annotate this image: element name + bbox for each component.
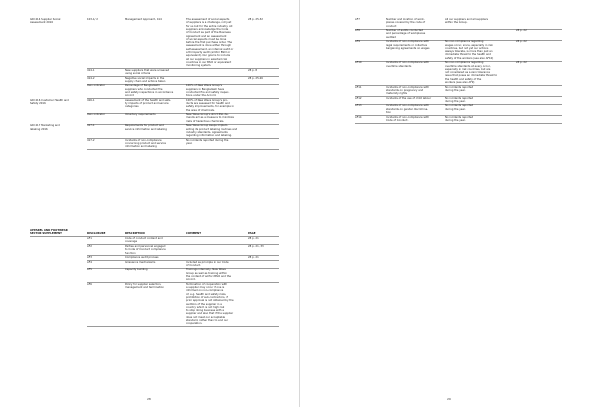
comment-cell: safety improvements, for example in <box>186 105 234 109</box>
description-cell: Incidents of non-compliance with <box>386 104 429 108</box>
section-title: APPAREL AND FOOTWEAR <box>30 229 68 232</box>
comment-cell: of Conduct as part of the Business <box>186 31 231 35</box>
row-divider <box>87 282 279 283</box>
comment-cell: Termination of cooperation with <box>186 282 228 286</box>
comment-cell: workers (see also AF9) <box>445 81 475 84</box>
comment-cell: not considered as a zero tolerance <box>445 71 490 75</box>
disclosure-cell: 103-1/ 2 <box>87 18 98 21</box>
comment-cell: No incidents reported <box>445 115 474 119</box>
comment-cell: during the year. <box>445 88 466 92</box>
comment-cell: prohibition of sub-contractors, if <box>186 295 228 299</box>
comment-cell: All our suppliers and all suppliers <box>445 18 489 21</box>
comment-cell: New Wave Group's strict RSL de- <box>186 113 229 117</box>
comment-cell: tions under the Accord. <box>186 94 217 98</box>
comment-cell: always tolerate, is more than just an <box>445 50 493 54</box>
comment-cell: immediate threat to the health and <box>445 53 491 57</box>
description-cell: legal requirements or collective <box>386 43 428 47</box>
description-cell: to Code of Conduct compliance <box>125 248 166 252</box>
comment-cell: No non-compliance regarding <box>445 61 484 65</box>
description-cell: Assessment of the health and safe- <box>125 98 171 102</box>
right-page <box>300 0 600 407</box>
comment-cell: The assessment of social aspects <box>186 18 230 21</box>
row-divider <box>87 326 279 327</box>
disclosure-cell: 416-1 <box>87 98 95 102</box>
standard-cell: GRI 414 Supplier Social <box>30 18 61 21</box>
comment-cell: safety of the workers (see also AF10) <box>445 56 494 60</box>
comment-cell: Included as principle in our Code <box>186 260 229 264</box>
disclosure-cell: AF6 <box>87 282 92 286</box>
description-cell: using social criteria <box>125 72 151 75</box>
disclosure-cell: AF10 <box>355 61 362 65</box>
disclosure-cell: AF4 <box>87 260 92 264</box>
page-cell: 28 p. 22 <box>516 61 527 65</box>
disclosure-cell: 414-2 <box>87 76 95 80</box>
description-cell: maternity rights <box>386 92 407 96</box>
description-cell: audited <box>386 35 396 39</box>
comment-cell: countries, but not yet our actions <box>445 46 489 50</box>
description-cell: function <box>125 251 136 255</box>
disclosure-cell: 417-1 <box>87 124 95 128</box>
description-cell: Compliance audit process <box>125 256 159 259</box>
column-header-comment: COMMENT <box>186 232 201 236</box>
comment-cell: the health and safety of the <box>445 77 482 81</box>
description-cell: Incidents of non-compliance <box>125 138 162 142</box>
description-cell: Requirements for product and <box>125 124 164 128</box>
column-header-disclosure: DISCLOSURE <box>87 232 106 236</box>
comment-cell: assessment is done either through <box>186 44 232 48</box>
column-header-page: PAGE <box>248 232 256 236</box>
disclosure-cell: 417-2 <box>87 138 95 142</box>
comment-cell: to stop doing business with a <box>186 309 224 313</box>
comment-cell: ducts are assessed for health and <box>186 102 230 105</box>
comment-cell: No non-compliance regarding <box>445 40 484 44</box>
description-cell: tion <box>386 111 391 114</box>
standard-cell: Assessment 2016 <box>30 21 53 25</box>
description-cell: information and labeling <box>125 145 157 149</box>
comment-cell: overtime standards at every occur, <box>445 64 491 68</box>
description-cell: bargaining agreements on wages <box>386 46 430 50</box>
disclosure-cell: AF3 <box>87 256 92 259</box>
comment-cell: year. <box>186 141 193 145</box>
description-cell: concerning product and service <box>125 141 166 145</box>
comment-cell: the area of chemicals. <box>186 108 215 112</box>
page-cell: 28 p. 22 <box>516 40 527 44</box>
description-cell: Capacity building <box>125 268 148 272</box>
disclosure-cell: AF9 <box>355 40 360 44</box>
description-cell: Incidents of the use of child labour <box>386 96 432 100</box>
comment-cell: of, e.g. health and safety risks, <box>186 292 227 296</box>
standard-cell: GRI 417 Marketing and <box>30 124 60 128</box>
comment-cell: prior approval is not obtained by the <box>186 299 234 303</box>
comment-cell: No incidents reported during the <box>186 138 229 142</box>
comment-cell: No incidents reported <box>445 85 474 89</box>
comment-cell: of social aspects must be done <box>186 37 227 41</box>
comment-cell: a third-party audit (amfori BSCI or <box>186 51 231 54</box>
comment-cell: standard, rather than to end our <box>186 319 229 322</box>
disclosure-cell: AF14 <box>355 115 362 119</box>
comment-cell: regarding information and labeling. <box>186 134 232 138</box>
description-cell: Number of audits conducted <box>386 29 423 33</box>
description-cell: coverage <box>125 240 138 244</box>
description-cell: Management Approach, 414 <box>125 18 162 21</box>
comment-cell: the context of amfori BSCI and the <box>186 274 231 278</box>
disclosure-cell: Own indicator <box>87 84 106 88</box>
description-cell: standards on pregnancy and <box>386 88 424 92</box>
comment-cell: Group as well as training within <box>186 271 227 275</box>
description-cell: Negative social impacts in the <box>125 76 165 80</box>
comment-cell: monitoring system. <box>186 64 212 68</box>
description-cell: supply chain and actions taken <box>125 79 166 83</box>
description-cell: Parties and personnel engaged <box>125 244 166 248</box>
description-cell: Code of conduct content and <box>125 237 163 241</box>
comment-cell: countries in our BSCI or equivalent <box>186 60 232 64</box>
disclosure-cell: AF5 <box>87 268 92 272</box>
comment-cell: does not meet our acceptable <box>186 315 226 319</box>
comment-cell: No incidents reported <box>445 104 474 108</box>
page-number-right: 29 <box>447 397 451 401</box>
disclosure-cell: AF7 <box>355 18 360 21</box>
description-cell: places covered by the code of <box>386 21 426 25</box>
description-cell: suppliers who conducted fire <box>125 87 163 91</box>
standard-cell: Safety 2016 <box>30 102 46 105</box>
row-divider <box>355 123 562 124</box>
description-cell: categories <box>125 105 139 109</box>
comment-cell: informed on non-compliance <box>186 289 224 293</box>
comment-cell: 100% of New Wave Group's pro- <box>186 98 229 102</box>
comment-cell: for us but for the entire industry. All <box>186 24 233 28</box>
comment-cell: especially in risk countries, but are <box>445 67 491 71</box>
description-cell: ty impacts of product and service <box>125 102 169 105</box>
description-cell: Incidents of non-compliance with <box>386 85 429 89</box>
description-cell: Incidents of non-compliance with <box>386 40 429 44</box>
disclosure-cell: AF1 <box>87 237 92 241</box>
disclosure-cell: 414-1 <box>87 68 95 72</box>
description-cell: Code of Conduct. <box>386 118 409 122</box>
comment-cell: supplier and also that if the supplier <box>186 312 234 316</box>
description-cell: and safety inspections in accordance <box>125 90 174 94</box>
comment-cell: suppliers in Bangladesh have <box>186 87 225 91</box>
description-cell: management and termination <box>125 286 164 289</box>
column-header-description: DESCRIPTION <box>125 232 145 236</box>
comment-cell: wages occur, since, especially in risk <box>445 43 493 47</box>
description-cell: overtime standards <box>386 64 412 68</box>
comment-cell: during the year. <box>445 107 466 111</box>
description-cell: Grievance mechanisms <box>125 260 156 264</box>
description-cell: Accord <box>125 94 134 98</box>
comment-cell: industry standards. Agreements <box>186 130 228 134</box>
comment-cell: Accord. <box>186 278 196 282</box>
page-cell: 28 p. 21, 33 <box>248 244 264 248</box>
disclosure-cell: AF11 <box>355 85 362 89</box>
page-cell: 28 p. 25-26 <box>248 76 263 80</box>
row-divider <box>87 260 279 261</box>
comment-cell: issue that poses an immediate threat to <box>445 74 498 78</box>
comment-cell: No incidents reported <box>445 96 474 100</box>
description-cell: Policy for supplier selection, <box>125 282 162 286</box>
comment-cell: during the year. <box>445 118 466 122</box>
description-cell: conduct <box>386 24 397 28</box>
comment-cell: self-assessment, an internal audit or <box>186 47 234 51</box>
standard-cell: labeling 2016 <box>30 127 48 131</box>
page-number-left: 28 <box>147 397 151 401</box>
comment-cell: suppliers acknowledge the Code <box>186 27 229 31</box>
page-cell: 28 p. 25-32 <box>248 18 263 21</box>
disclosure-cell: AF8 <box>355 29 360 33</box>
comment-cell: Trainings internally, New Wave <box>186 268 226 272</box>
page-cell: 28 p. 8 <box>248 68 258 72</box>
comment-cell: all our suppliers in selected risk <box>186 57 228 61</box>
description-cell: and percentage of workplaces <box>386 32 426 36</box>
comment-cell: during the year. <box>445 99 466 103</box>
disclosure-cell: AF13 <box>355 104 362 108</box>
description-cell: Percentage of Bangladeshi <box>125 84 160 88</box>
standard-cell: GRI 416 Customer Health and <box>30 98 69 102</box>
page-cell: 28 p. 22 <box>516 29 527 33</box>
comment-cell: New Wave Group keeps implem- <box>186 124 229 128</box>
page-cell: 28 p. 21 <box>248 237 259 241</box>
comment-cell: country which is not high risk <box>186 305 225 309</box>
comment-cell: Agreement and an assessment <box>186 34 227 38</box>
row-divider <box>87 138 279 139</box>
description-cell: Incidents of non-compliance with <box>386 115 429 119</box>
description-cell: Incidents of non-compliance with <box>386 61 429 65</box>
comment-cell: risks of hazardous chemicals. <box>186 119 225 123</box>
row-divider <box>87 149 279 150</box>
description-cell: service information and labeling <box>125 127 167 131</box>
row-divider <box>87 98 279 99</box>
comment-cell: 100% of New Wave Group's <box>186 84 222 88</box>
comment-cell: within the Group. <box>445 21 468 25</box>
description-cell: New suppliers that were screened <box>125 68 170 72</box>
section-title: SECTOR SUPPLEMENT <box>30 232 62 236</box>
comment-cell: before the first purchase order. The <box>186 41 233 45</box>
comment-cell: of suppliers is a challenge, not just <box>186 21 232 25</box>
comment-cell: enting its product labeling routines and <box>186 127 238 131</box>
description-cell: Number and location of work- <box>386 18 425 21</box>
disclosure-cell: Own indicator <box>87 113 106 117</box>
comment-cell: a supplier may occur if one is <box>186 286 225 289</box>
comment-cell: cooperation. <box>186 322 203 326</box>
description-cell: standards on gender discrimina- <box>386 107 429 111</box>
comment-cell: auditors of the supplier in a <box>186 302 222 306</box>
disclosure-cell: AF2 <box>87 244 92 248</box>
comment-cell: of Conduct. <box>186 263 201 267</box>
comment-cell: mands act as a measure to minimize <box>186 116 234 120</box>
comment-cell: conducted fire and safety inspec- <box>186 90 230 94</box>
page-cell: 28 p. 21 <box>248 256 259 259</box>
gri-index-table-right <box>300 0 600 407</box>
description-cell: Voluntary requirements <box>125 113 156 117</box>
disclosure-cell: AF12 <box>355 96 362 100</box>
comment-cell: equivalent). Our goal is to include <box>186 54 231 58</box>
